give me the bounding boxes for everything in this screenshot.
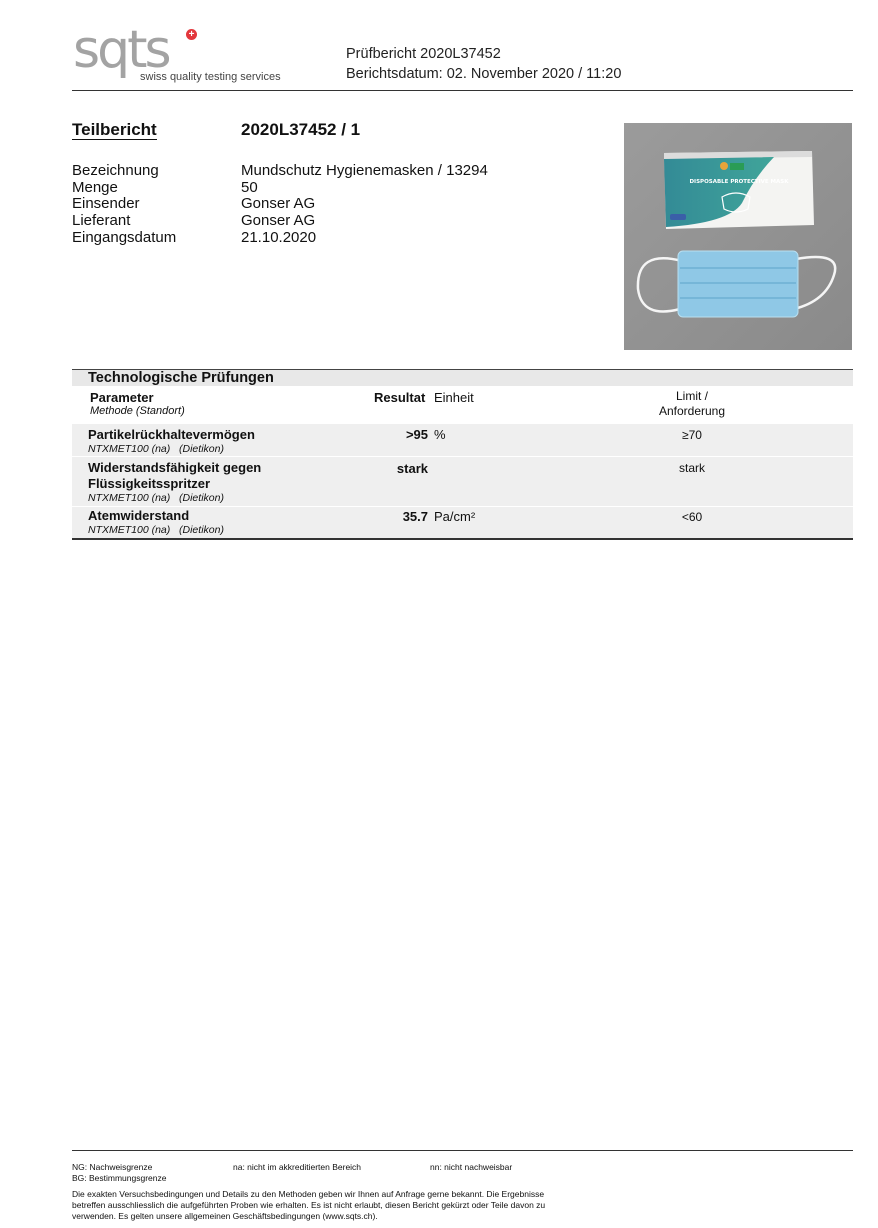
detail-value: Gonser AG (241, 212, 316, 229)
result-value: >95 (405, 427, 428, 442)
parameter-method: NTXMET100 (na) (Dietikon) (88, 443, 224, 455)
detail-label: Eingangsdatum (72, 229, 177, 246)
header-divider (72, 90, 853, 91)
footer-disclaimer-line: Die exakten Versuchsbedingungen und Details zu den Methoden geben wir Ihnen auf Anfrage gerne bekannt. Die Ergebnisse (72, 1189, 545, 1199)
parameter-name: Partikelrückhaltevermögen (88, 427, 255, 442)
parameter-method: NTXMET100 (na) (Dietikon) (88, 524, 224, 536)
detail-value: 50 (241, 179, 258, 196)
footer-ng-note: NG: Nachweisgrenze (72, 1162, 153, 1172)
footer-disclaimer-line: verwenden. Es gelten unsere allgemeinen Geschäftsbedingungen (www.sqts.ch). (72, 1211, 378, 1221)
result-value: 35.7 (402, 509, 428, 524)
column-header-parameter: Parameter (90, 390, 154, 405)
product-photo (624, 123, 852, 350)
result-unit: Pa/cm² (434, 509, 476, 524)
limit-value: <60 (681, 510, 703, 524)
table-title: Technologische Prüfungen (88, 370, 274, 386)
column-header-unit: Einheit (434, 390, 474, 405)
section-label: Teilbericht (72, 120, 157, 139)
section-number: 2020L37452 / 1 (241, 120, 361, 139)
swiss-cross-icon: + (186, 29, 197, 40)
parameter-method: NTXMET100 (na) (Dietikon) (88, 492, 224, 504)
footer-disclaimer-line: betreffen ausschliesslich die aufgeführten Proben wie erhalten. Es ist nicht erlaubt, diesen Bericht gekürzt oder Teile davon zu (72, 1200, 546, 1210)
report-date: Berichtsdatum: 02. November 2020 / 11:20 (346, 66, 622, 82)
footer-na-note: na: nicht im akkreditierten Bereich (233, 1162, 362, 1172)
parameter-name: Widerstandsfähigkeit gegen Flüssigkeitsspritzer (88, 460, 262, 491)
footer-bg-note: BG: Bestimmungsgrenze (72, 1173, 167, 1183)
logo-tagline: swiss quality testing services (140, 71, 281, 83)
detail-label: Bezeichnung (72, 162, 159, 179)
detail-label: Lieferant (72, 212, 131, 229)
detail-value: Mundschutz Hygienemasken / 13294 (241, 162, 488, 179)
column-header-requirement: Anforderung (658, 404, 726, 418)
parameter-name: Atemwiderstand (88, 508, 190, 523)
footer-nn-note: nn: nicht nachweisbar (430, 1162, 513, 1172)
detail-label: Menge (72, 179, 118, 196)
report-number: Prüfbericht 2020L37452 (346, 46, 501, 62)
limit-value: stark (678, 461, 705, 475)
detail-label: Einsender (72, 195, 140, 212)
result-value: stark (396, 461, 428, 476)
column-header-method: Methode (Standort) (90, 405, 185, 417)
result-unit: % (434, 427, 446, 442)
limit-value: ≥70 (682, 428, 702, 442)
table-bottom-rule (72, 538, 853, 540)
logo-wordmark: sqts (73, 20, 169, 80)
column-header-limit: Limit / (675, 389, 708, 403)
detail-value: Gonser AG (241, 195, 316, 212)
column-header-result: Resultat (374, 390, 426, 405)
box-label: DISPOSABLE PROTECTIVE MASK (689, 179, 789, 185)
detail-value: 21.10.2020 (241, 229, 317, 246)
footer-divider (72, 1150, 853, 1151)
